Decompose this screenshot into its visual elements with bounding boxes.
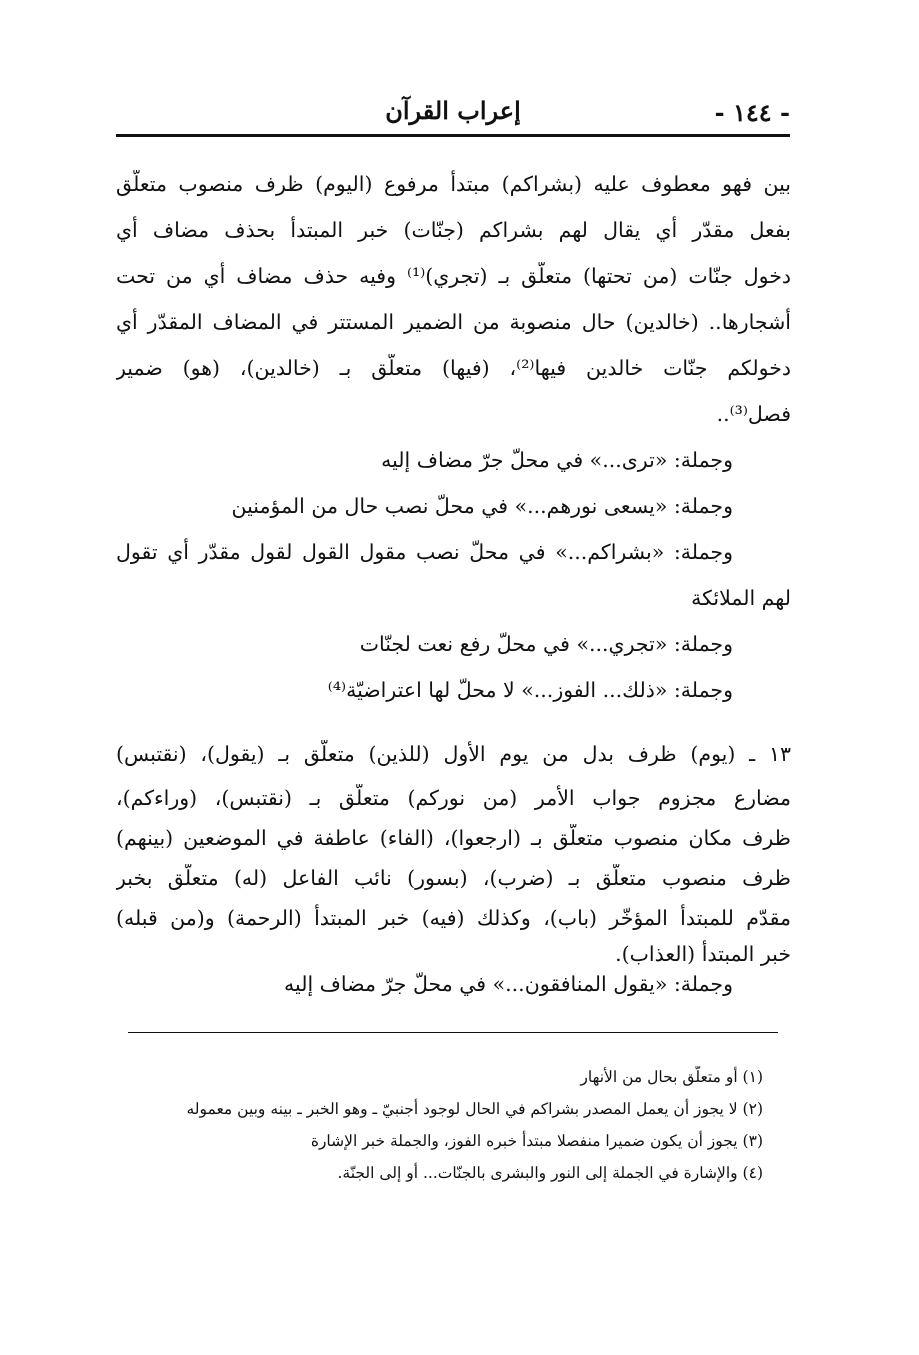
footnote-2: (٢) لا يجوز أن يعمل المصدر بشراكم في الحال لوجود أجنبيّ ـ وهو الخبر ـ بينه وبين معموله [186,1100,763,1118]
sentence-clause: وجملة: «يسعى نورهم...» في محلّ نصب حال من المؤمنين [231,494,733,518]
footnote-separator [128,1032,778,1033]
book-title: إعراب القرآن [385,96,521,125]
body-line: ظرف مكان منصوب متعلّق بـ (ارجعوا)، (الفاء) عاطفة في الموضعين (بينهم) [116,826,791,850]
body-line: بين فهو معطوف عليه (بشراكم) مبتدأ مرفوع (اليوم) ظرف منصوب متعلّق [116,172,791,196]
body-line: دخولكم جنّات خالدين فيها⁽²⁾، (فيها) متعلّق بـ (خالدين)، (هو) ضمير [116,356,791,380]
sentence-clause: وجملة: «ترى...» في محلّ جرّ مضاف إليه [381,448,733,472]
page-header [116,92,790,136]
footnote-3: (٣) يجوز أن يكون ضميرا منفصلا مبتدأ خبره الفوز، والجملة خبر الإشارة [310,1132,763,1150]
body-line: فصل⁽³⁾.. [716,402,791,426]
sentence-clause: وجملة: «يقول المنافقون...» في محلّ جرّ مضاف إليه [284,972,733,996]
sentence-clause: وجملة: «بشراكم...» في محلّ نصب مقول القول لقول مقدّر أي تقول [116,540,733,564]
body-line: لهم الملائكة [691,586,791,610]
verse-13-line: ١٣ ـ (يوم) ظرف بدل من يوم الأول (للذين) متعلّق بـ (يقول)، (نقتبس) [116,742,791,766]
footnote-1: (١) أو متعلّق بحال من الأنهار [580,1068,763,1086]
body-line: مقدّم للمبتدأ المؤخّر (باب)، وكذلك (فيه) خبر المبتدأ (الرحمة) و(من قبله) [116,906,791,930]
footnote-4: (٤) والإشارة في الجملة إلى النور والبشرى بالجنّات... أو إلى الجنّة. [337,1164,763,1182]
body-line: مضارع مجزوم جواب الأمر (من نوركم) متعلّق بـ (نقتبس)، (وراءكم)، [116,786,791,810]
body-line: خبر المبتدأ (العذاب). [615,942,791,966]
sentence-clause: وجملة: «تجري...» في محلّ رفع نعت لجنّات [359,632,733,656]
body-line: ظرف منصوب متعلّق بـ (ضرب)، (بسور) نائب الفاعل (له) متعلّق بخبر [116,866,791,890]
body-line: بفعل مقدّر أي يقال لهم بشراكم (جنّات) خبر المبتدأ بحذف مضاف أي [116,218,791,242]
sentence-clause: وجملة: «ذلك... الفوز...» لا محلّ لها اعتراضيّة⁽⁴⁾ [327,678,733,702]
page-number: - ١٤٤ - [714,98,790,127]
body-line: أشجارها.. (خالدين) حال منصوبة من الضمير المستتر في المضاف المقدّر أي [116,310,791,334]
body-line: دخول جنّات (من تحتها) متعلّق بـ (تجري)⁽¹⁾ وفيه حذف مضاف أي من تحت [116,264,791,288]
header-rule [116,134,790,137]
